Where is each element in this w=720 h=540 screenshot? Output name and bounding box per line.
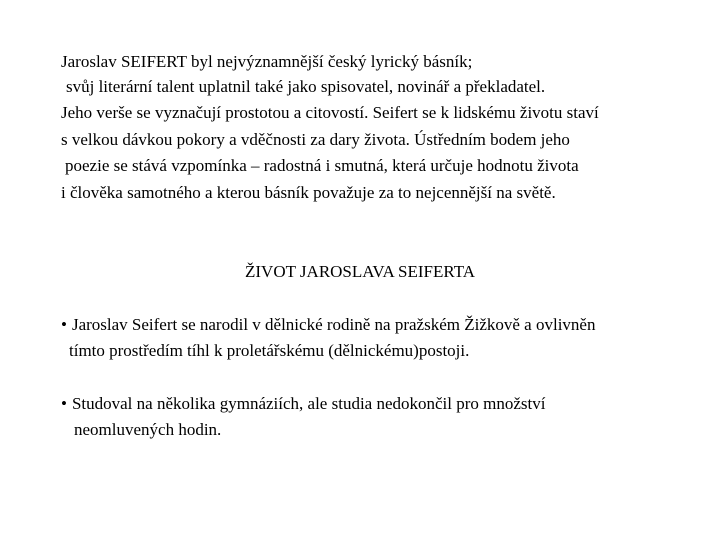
intro-line-2: svůj literární talent uplatnil také jako spisovatel, novinář a překladatel. — [66, 77, 546, 96]
bullet-marker-1: • — [61, 315, 67, 334]
bullet-item-2-line-2: neomluvených hodin. — [74, 420, 222, 439]
intro-line-5: poezie se stává vzpomínka – radostná i smutná, která určuje hodnotu života — [65, 156, 579, 175]
bullet-item-1 — [61, 315, 595, 335]
intro-line-1: Jaroslav SEIFERT byl nejvýznamnější český lyrický básník; — [61, 52, 473, 71]
bullet-item-2-line-1: Studoval na několika gymnáziích, ale studia nedokončil pro množství — [71, 394, 546, 413]
bullet-item-1-line-1: Jaroslav Seifert se narodil v dělnické rodině na pražském Žižkově a ovlivněn — [71, 315, 596, 334]
bullet-item-2 — [61, 394, 546, 414]
intro-line-4: s velkou dávkou pokory a vděčnosti za dary života. Ústředním bodem jeho — [61, 130, 570, 149]
bullet-item-1-line-2: tímto prostředím tíhl k proletářskému (dělnickému)postoji. — [69, 341, 470, 360]
section-title-text: ŽIVOT JAROSLAVA SEIFERTA — [245, 262, 475, 281]
intro-line-6: i člověka samotného a kterou básník považuje za to nejcennější na světě. — [61, 183, 556, 202]
intro-line-3: Jeho verše se vyznačují prostotou a citovostí. Seifert se k lidskému životu staví — [61, 103, 599, 122]
bullet-marker-2: • — [61, 394, 67, 413]
section-title — [0, 262, 720, 282]
